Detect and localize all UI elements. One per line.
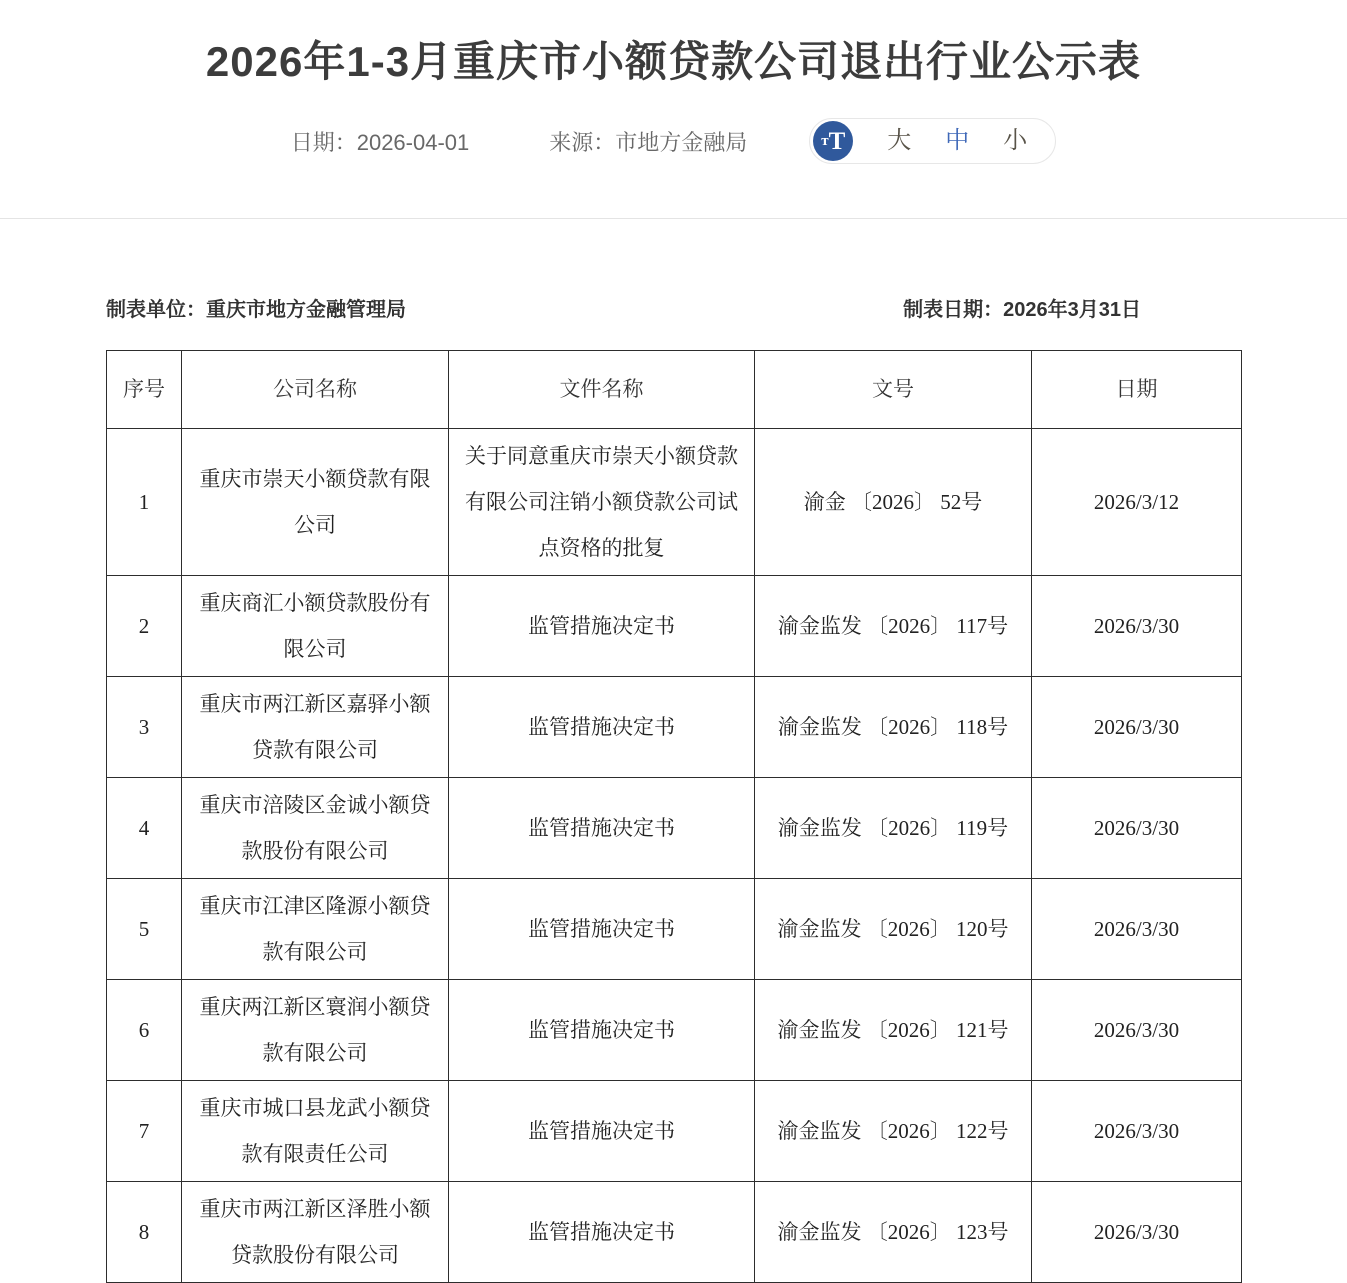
table-cell: 监管措施决定书 [449, 1182, 755, 1283]
table-cell: 渝金监发 〔2026〕 120号 [755, 879, 1032, 980]
column-header-company: 公司名称 [182, 351, 449, 429]
table-cell: 渝金监发 〔2026〕 119号 [755, 778, 1032, 879]
table-compile-date: 制表日期：2026年3月31日 [903, 299, 1141, 321]
column-header-index: 序号 [107, 351, 182, 429]
font-size-option-large[interactable]: 大 [887, 127, 912, 154]
table-cell: 重庆市崇天小额贷款有限公司 [182, 429, 449, 576]
table-cell: 2026/3/12 [1032, 429, 1242, 576]
font-size-option-small[interactable]: 小 [1003, 127, 1028, 154]
table-cell: 2026/3/30 [1032, 778, 1242, 879]
table-cell: 重庆市江津区隆源小额贷款有限公司 [182, 879, 449, 980]
table-meta-row [106, 293, 1241, 322]
table-cell: 渝金监发 〔2026〕 123号 [755, 1182, 1032, 1283]
table-cell: 监管措施决定书 [449, 879, 755, 980]
table-cell: 监管措施决定书 [449, 1081, 755, 1182]
font-size-widget [809, 118, 1056, 164]
table-row [107, 879, 1242, 980]
font-size-option-medium[interactable]: 中 [945, 127, 970, 154]
table-row [107, 429, 1242, 576]
table-cell: 5 [107, 879, 182, 980]
table-cell: 2026/3/30 [1032, 677, 1242, 778]
table-cell: 渝金监发 〔2026〕 118号 [755, 677, 1032, 778]
column-header-document: 文件名称 [449, 351, 755, 429]
table-cell: 监管措施决定书 [449, 980, 755, 1081]
table-cell: 1 [107, 429, 182, 576]
table-cell: 2026/3/30 [1032, 980, 1242, 1081]
publish-date: 日期：2026-04-01 [290, 129, 470, 155]
table-row [107, 1081, 1242, 1182]
table-cell: 渝金监发 〔2026〕 117号 [755, 576, 1032, 677]
table-cell: 重庆市城口县龙武小额贷款有限责任公司 [182, 1081, 449, 1182]
table-cell: 渝金监发 〔2026〕 121号 [755, 980, 1032, 1081]
table-cell: 4 [107, 778, 182, 879]
table-cell: 2 [107, 576, 182, 677]
table-row [107, 778, 1242, 879]
table-cell: 3 [107, 677, 182, 778]
font-size-icon: т T [813, 121, 853, 161]
table-cell: 6 [107, 980, 182, 1081]
table-cell: 重庆市涪陵区金诚小额贷款股份有限公司 [182, 778, 449, 879]
table-cell: 8 [107, 1182, 182, 1283]
source: 来源：市地方金融局 [549, 129, 748, 155]
table-row [107, 677, 1242, 778]
content-area [106, 293, 1241, 1283]
column-header-date: 日期 [1032, 351, 1242, 429]
table-cell: 2026/3/30 [1032, 1182, 1242, 1283]
page-title: 2026年1-3月重庆市小额贷款公司退出行业公示表 [205, 38, 1142, 85]
table-cell: 监管措施决定书 [449, 778, 755, 879]
table-compiler-unit: 制表单位：重庆市地方金融管理局 [106, 299, 406, 321]
table-cell: 重庆市两江新区嘉驿小额贷款有限公司 [182, 677, 449, 778]
table-cell: 2026/3/30 [1032, 576, 1242, 677]
table-body [107, 429, 1242, 1283]
table-cell: 重庆市两江新区泽胜小额贷款股份有限公司 [182, 1182, 449, 1283]
table-cell: 关于同意重庆市崇天小额贷款有限公司注销小额贷款公司试点资格的批复 [449, 429, 755, 576]
table-cell: 7 [107, 1081, 182, 1182]
table-row [107, 576, 1242, 677]
table-cell: 重庆两江新区寰润小额贷款有限公司 [182, 980, 449, 1081]
table-cell: 渝金 〔2026〕 52号 [755, 429, 1032, 576]
table-row [107, 980, 1242, 1081]
table-header-row [107, 351, 1242, 429]
table-cell: 2026/3/30 [1032, 879, 1242, 980]
table-cell: 渝金监发 〔2026〕 122号 [755, 1081, 1032, 1182]
article-meta-row [0, 118, 1347, 164]
table-row [107, 1182, 1242, 1283]
table-cell: 2026/3/30 [1032, 1081, 1242, 1182]
page-header [0, 0, 1347, 219]
table-cell: 监管措施决定书 [449, 576, 755, 677]
table-cell: 监管措施决定书 [449, 677, 755, 778]
column-header-docnumber: 文号 [755, 351, 1032, 429]
exit-announcement-table [106, 350, 1242, 1283]
table-cell: 重庆商汇小额贷款股份有限公司 [182, 576, 449, 677]
